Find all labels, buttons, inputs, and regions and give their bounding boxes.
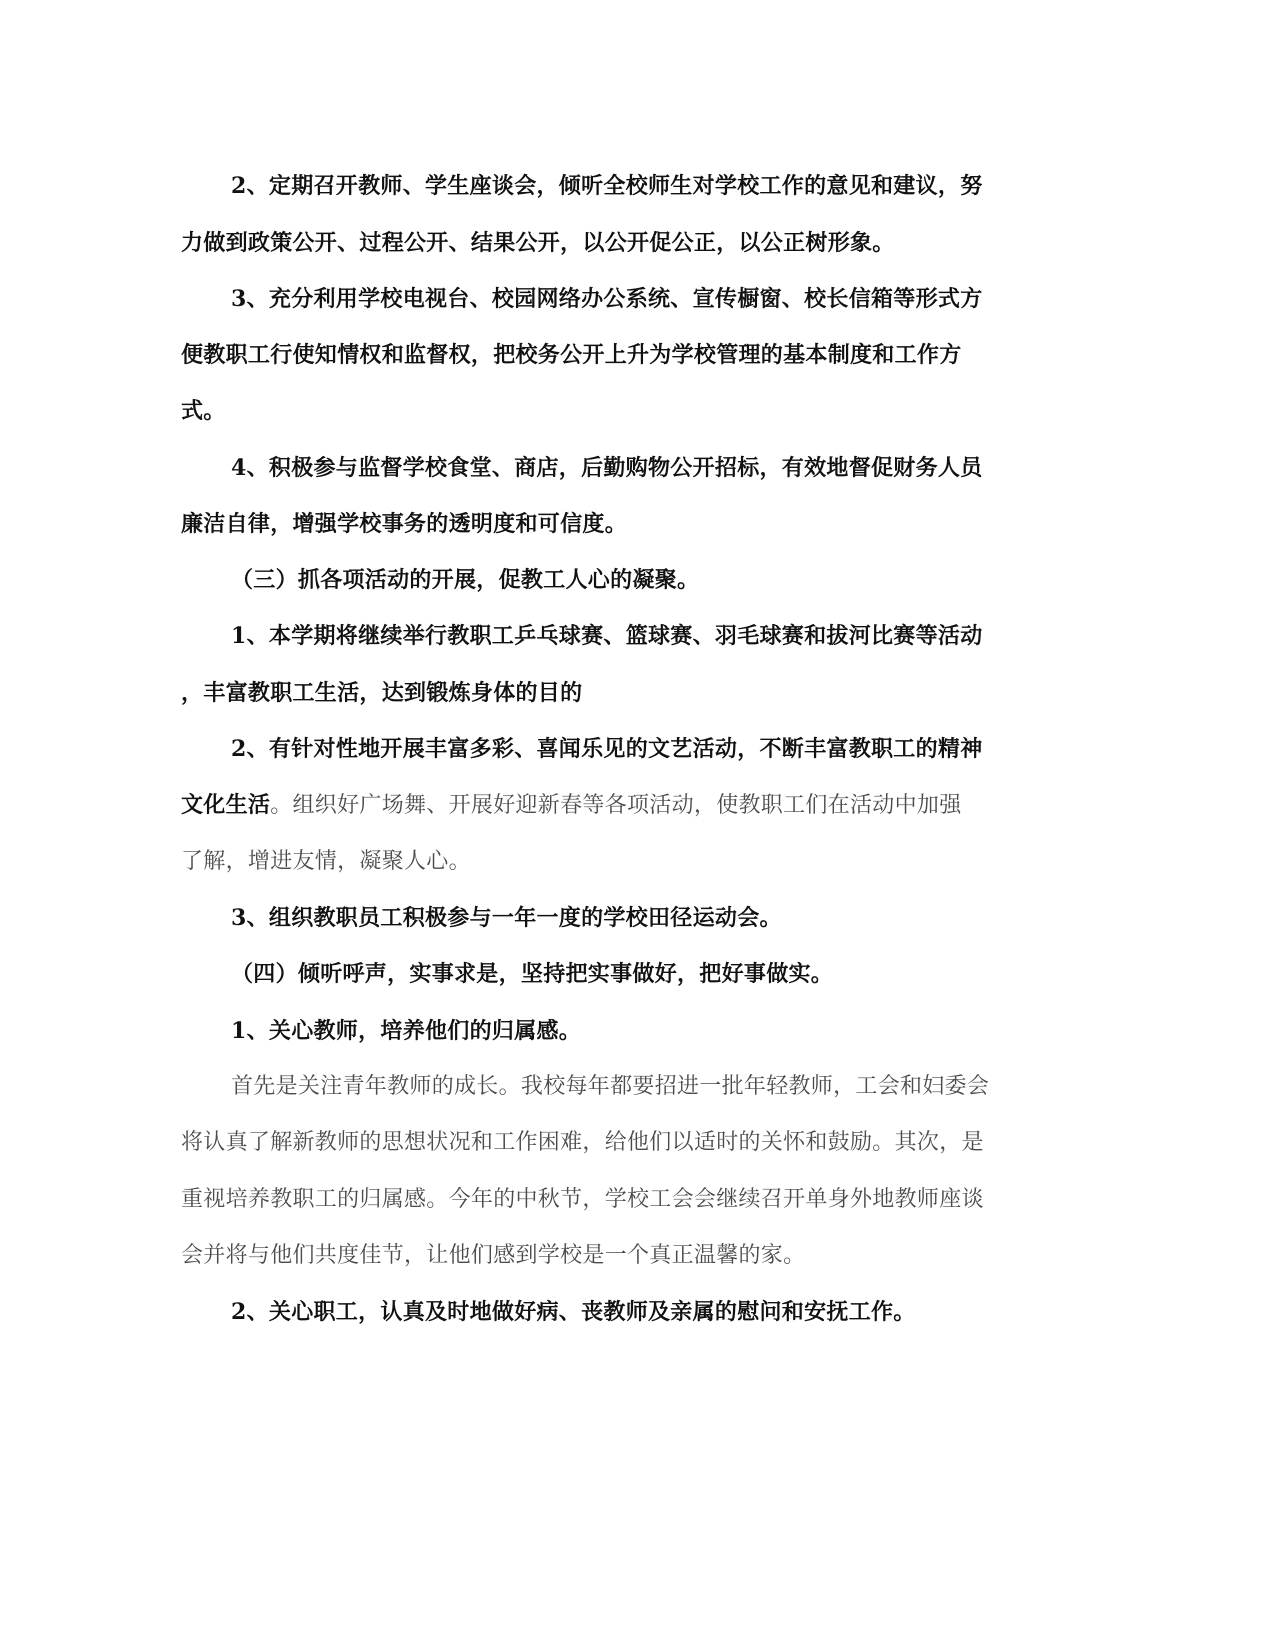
paragraph-light-span: 。组织好广场舞、开展好迎新春等各项活动，使教职工们在活动中加强 [270, 793, 962, 818]
paragraph-line: 3、充分利用学校电视台、校园网络办公系统、宣传橱窗、校长信箱等形式方 [231, 286, 983, 312]
paragraph-line: 便教职工行使知情权和监督权，把校务公开上升为学校管理的基本制度和工作方 [181, 342, 962, 368]
paragraph-line: 会并将与他们共度佳节，让他们感到学校是一个真正温馨的家。 [181, 1243, 806, 1268]
paragraph-line: 力做到政策公开、过程公开、结果公开，以公开促公正，以公正树形象。 [181, 230, 895, 256]
paragraph-line: 重视培养教职工的归属感。今年的中秋节，学校工会会继续召开单身外地教师座谈 [181, 1187, 984, 1212]
section-heading: （四）倾听呼声，实事求是，坚持把实事做好，把好事做实。 [231, 961, 834, 987]
paragraph-bold-span: 文化生活 [181, 792, 271, 818]
paragraph-line: 2、定期召开教师、学生座谈会，倾听全校师生对学校工作的意见和建议，努 [231, 173, 983, 199]
paragraph-line [181, 790, 1061, 821]
paragraph-line: 3、组织教职员工积极参与一年一度的学校田径运动会。 [231, 905, 782, 931]
paragraph-line: 1、关心教师，培养他们的归属感。 [231, 1018, 582, 1044]
paragraph-line: 式。 [181, 398, 226, 424]
paragraph-line: 1、本学期将继续举行教职工乒乓球赛、篮球赛、羽毛球赛和拔河比赛等活动 [231, 623, 983, 649]
paragraph-line: 2、关心职工，认真及时地做好病、丧教师及亲属的慰问和安抚工作。 [231, 1299, 916, 1325]
paragraph-line: 了解，增进友情，凝聚人心。 [181, 849, 471, 874]
paragraph-line: 2、有针对性地开展丰富多彩、喜闻乐见的文艺活动，不断丰富教职工的精神 [231, 736, 983, 762]
paragraph-line: 4、积极参与监督学校食堂、商店，后勤购物公开招标，有效地督促财务人员 [231, 455, 983, 481]
paragraph-line: ，丰富教职工生活，达到锻炼身体的目的 [181, 680, 583, 706]
section-heading: （三）抓各项活动的开展，促教工人心的凝聚。 [231, 567, 700, 593]
paragraph-line: 将认真了解新教师的思想状况和工作困难，给他们以适时的关怀和鼓励。其次，是 [181, 1130, 984, 1155]
paragraph-line: 首先是关注青年教师的成长。我校每年都要招进一批年轻教师，工会和妇委会 [231, 1074, 990, 1099]
paragraph-line: 廉洁自律，增强学校事务的透明度和可信度。 [181, 511, 628, 537]
